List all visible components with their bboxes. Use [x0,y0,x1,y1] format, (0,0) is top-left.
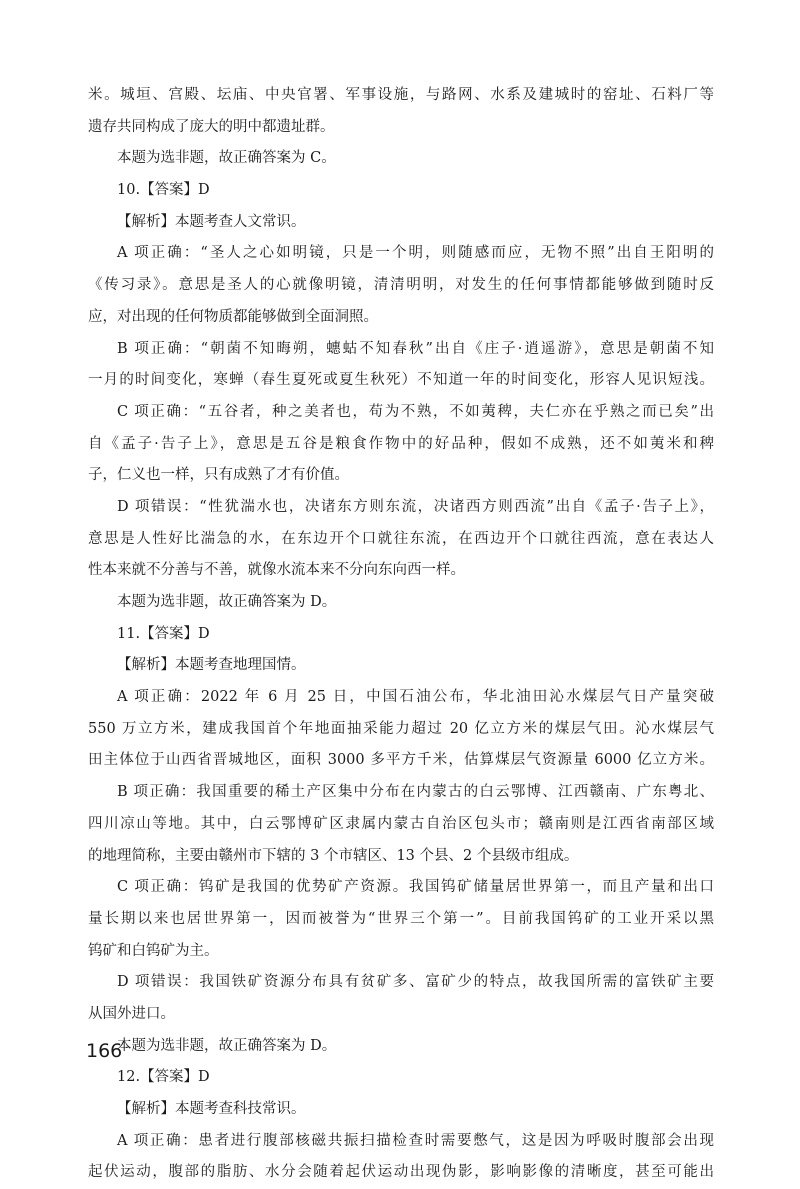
text-line: C 项正确：“五谷者，种之美者也，苟为不熟，不如荑稗，夫仁亦在乎熟之而已矣”出 [117,403,714,420]
text-line: 本题为选非题，故正确答案为 D。 [117,1037,337,1054]
text-line: 遗存共同构成了庞大的明中都遗址群。 [88,118,335,135]
text-line: B 项正确：“朝菌不知晦朔，蟪蛄不知春秋”出自《庄子·逍遥游》，意思是朝菌不知 [117,340,714,357]
text-line: 钨矿和白钨矿为主。 [88,942,219,959]
text-line: 《传习录》。意思是圣人的心就像明镜，清清明明，对发生的任何事情都能够做到随时反 [88,277,714,294]
text-line: C 项正确：钨矿是我国的优势矿产资源。我国钨矿储量居世界第一，而且产量和出口 [117,879,714,896]
text-line: 自《孟子·告子上》，意思是五谷是粮食作物中的好品种，假如不成熟，还不如荑米和稗 [88,435,714,452]
text-line: 量长期以来也居世界第一，因而被誉为“世界三个第一”。目前我国钨矿的工业开采以黑 [88,910,714,927]
text-line: 意思是人性好比湍急的水，在东边开个口就往东流，在西边开个口就往西流，意在表达人 [88,530,714,547]
page-body [88,80,714,1189]
text-line: 10.【答案】D [117,182,210,199]
text-line: 田主体位于山西省晋城地区，面积 3000 多平方千米，估算煤层气资源量 6000 亿立方米。 [88,752,714,769]
text-line: 起伏运动，腹部的脂肪、水分会随着起伏运动出现伪影，影响影像的清晰度，甚至可能出 [88,1164,714,1181]
text-line: B 项正确：我国重要的稀土产区集中分布在内蒙古的白云鄂博、江西赣南、广东粤北、 [117,784,714,801]
text-line: 一月的时间变化，寒蝉（春生夏死或夏生秋死）不知道一年的时间变化，形容人见识短浅。 [88,372,714,389]
text-line: 子，仁义也一样，只有成熟了才有价值。 [88,467,349,484]
text-line: 【解析】本题考查科技常识。 [117,1101,306,1117]
text-line: 12.【答案】D [117,1069,210,1086]
page-number: 166 [86,1040,123,1062]
text-line: A 项正确：“圣人之心如明镜，只是一个明，则随感而应，无物不照”出自王阳明的 [117,245,714,262]
text-line: 本题为选非题，故正确答案为 C。 [117,150,336,167]
text-line: 11.【答案】D [117,625,210,642]
text-line: 的地理简称，主要由赣州市下辖的 3 个市辖区、13 个县、2 个县级市组成。 [88,847,579,864]
text-line: 应，对出现的任何物质都能够做到全面洞照。 [88,308,378,325]
text-line: 米。城垣、宫殿、坛庙、中央官署、军事设施，与路网、水系及建城时的窑址、石料厂等 [88,87,714,103]
text-line: 【解析】本题考查人文常识。 [117,213,306,230]
text-line: 四川凉山等地。其中，白云鄂博矿区隶属内蒙古自治区包头市；赣南则是江西省南部区域 [88,815,714,832]
text-line: D 项错误：我国铁矿资源分布具有贫矿多、富矿少的特点，故我国所需的富铁矿主要 [117,974,714,991]
text-line: A 项正确：2022 年 6 月 25 日，中国石油公布，华北油田沁水煤层气日产量突破 [117,689,714,706]
text-line: 本题为选非题，故正确答案为 D。 [117,594,337,610]
text-line: D 项错误：“性犹湍水也，决诸东方则东流，决诸西方则西流”出自《孟子·告子上》， [117,498,714,515]
text-line: 从国外进口。 [88,1005,175,1022]
text-line: 550 万立方米，建成我国首个年地面抽采能力超过 20 亿立方米的煤层气田。沁水煤层气 [88,720,714,737]
text-line: 性本来就不分善与不善，就像水流本来不分向东向西一样。 [88,562,465,579]
text-line: A 项正确：患者进行腹部核磁共振扫描检查时需要憋气，这是因为呼吸时腹部会出现 [117,1132,714,1149]
text-line: 【解析】本题考查地理国情。 [117,657,306,674]
